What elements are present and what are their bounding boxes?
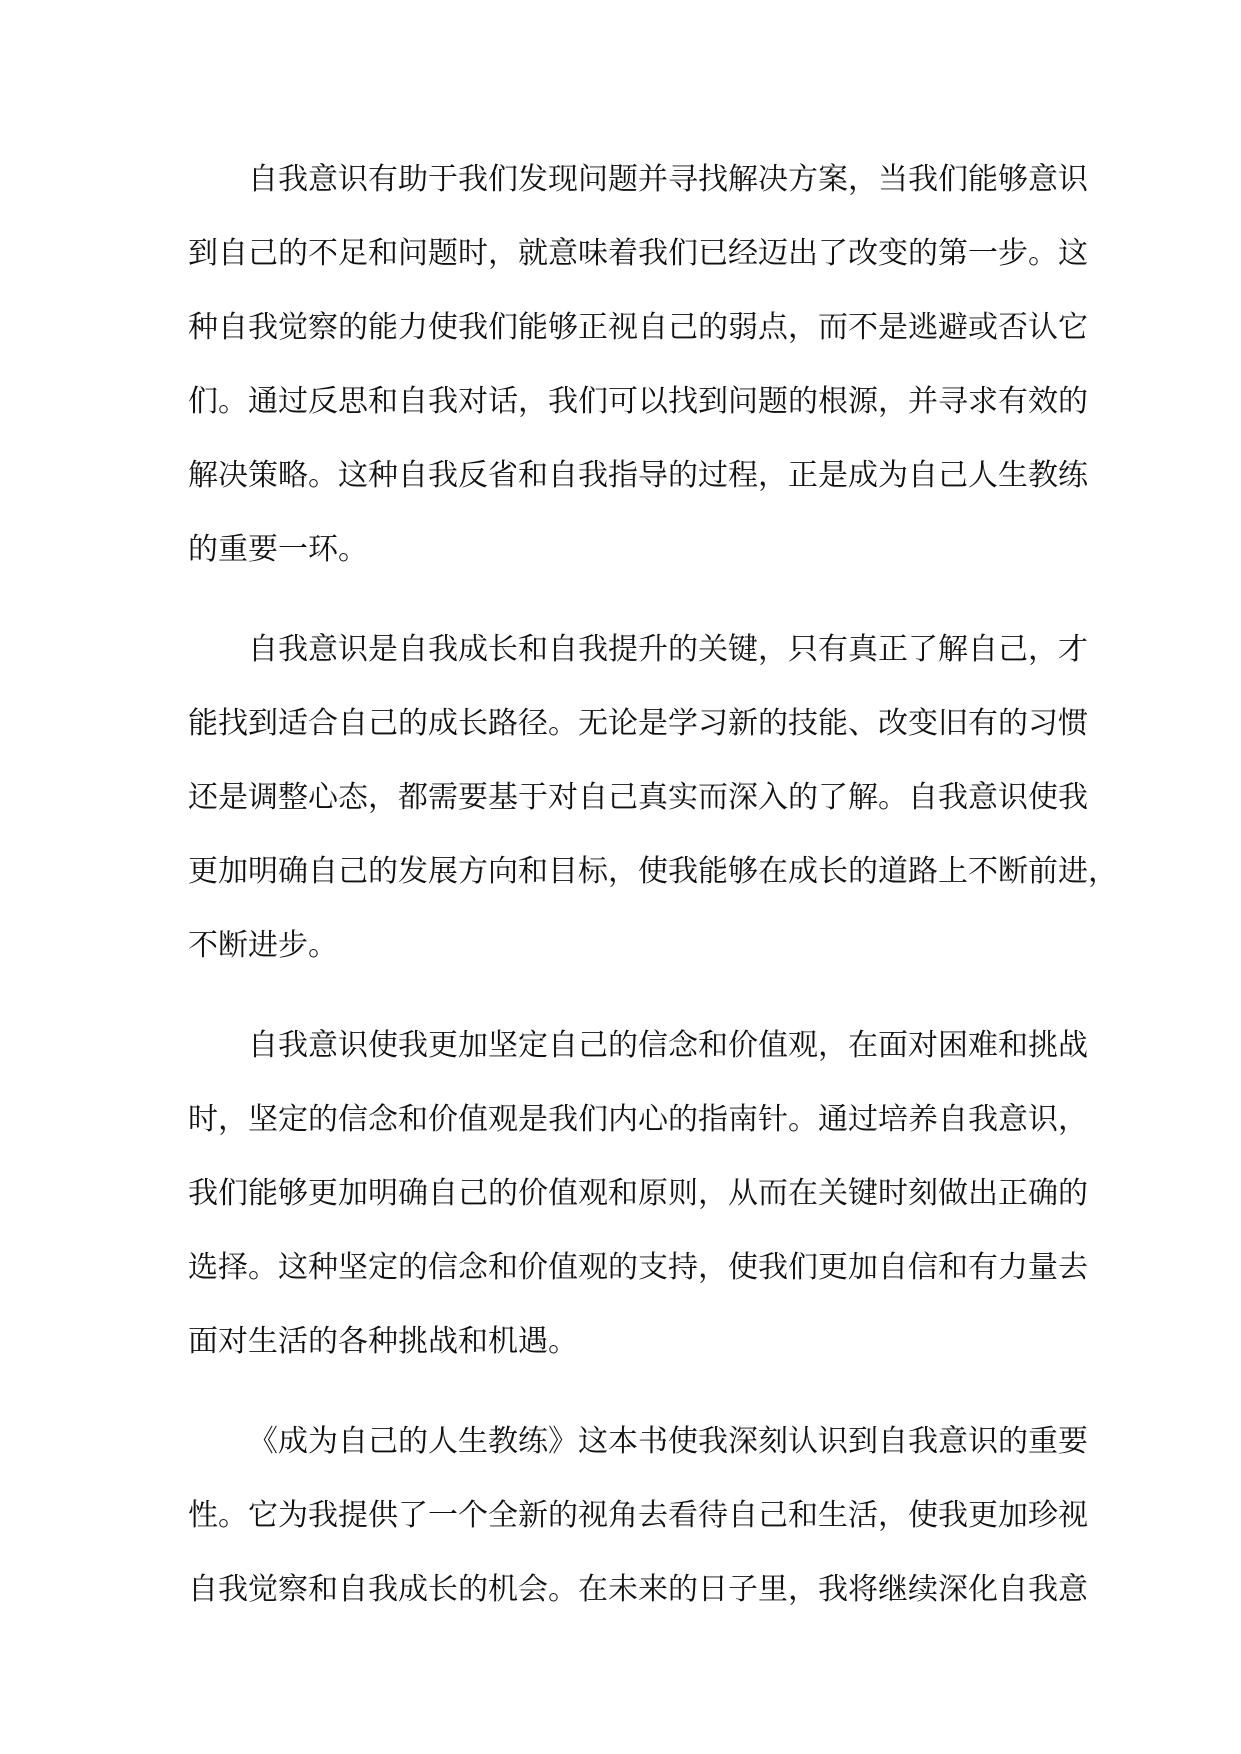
text-line: 性。它为我提供了一个全新的视角去看待自己和生活，使我更加珍视 [188,1498,1088,1533]
text-line: 不断进步。 [188,928,338,963]
text-line: 到自己的不足和问题时，就意味着我们已经迈出了改变的第一步。这 [188,236,1088,271]
text-line: 自我意识是自我成长和自我提升的关键，只有真正了解自己，才 [248,632,1088,667]
text-line: 《成为自己的人生教练》这本书使我深刻认识到自我意识的重要 [248,1424,1088,1459]
text-line: 自我觉察和自我成长的机会。在未来的日子里，我将继续深化自我意 [188,1572,1088,1607]
text-line: 种自我觉察的能力使我们能够正视自己的弱点，而不是逃避或否认它 [188,310,1088,345]
text-line: 时，坚定的信念和价值观是我们内心的指南针。通过培养自我意识， [188,1102,1088,1137]
paragraph-gap [188,1379,1056,1405]
paragraph-gap [188,983,1056,1009]
text-line: 自我意识有助于我们发现问题并寻找解决方案，当我们能够意识 [248,162,1088,197]
text-line: 选择。这种坚定的信念和价值观的支持，使我们更加自信和有力量去 [188,1250,1088,1285]
paragraph-gap [188,587,1056,613]
paragraph-4 [188,1405,1088,1627]
text-line: 自我意识使我更加坚定自己的信念和价值观，在面对困难和挑战 [248,1028,1088,1063]
text-line: 面对生活的各种挑战和机遇。 [188,1324,578,1359]
text-line: 我们能够更加明确自己的价值观和原则，从而在关键时刻做出正确的 [188,1176,1088,1211]
text-line: 能找到适合自己的成长路径。无论是学习新的技能、改变旧有的习惯 [188,706,1088,741]
paragraph-3 [188,1009,1088,1379]
paragraph-1 [188,143,1088,587]
text-line: 们。通过反思和自我对话，我们可以找到问题的根源，并寻求有效的 [188,384,1088,419]
text-line: 更加明确自己的发展方向和目标，使我能够在成长的道路上不断前进， [188,854,1118,889]
text-line: 解决策略。这种自我反省和自我指导的过程，正是成为自己人生教练 [188,458,1088,493]
text-line: 的重要一环。 [188,532,368,567]
text-line: 还是调整心态，都需要基于对自己真实而深入的了解。自我意识使我 [188,780,1088,815]
body-text [188,143,1118,1627]
paragraph-2 [188,613,1118,983]
